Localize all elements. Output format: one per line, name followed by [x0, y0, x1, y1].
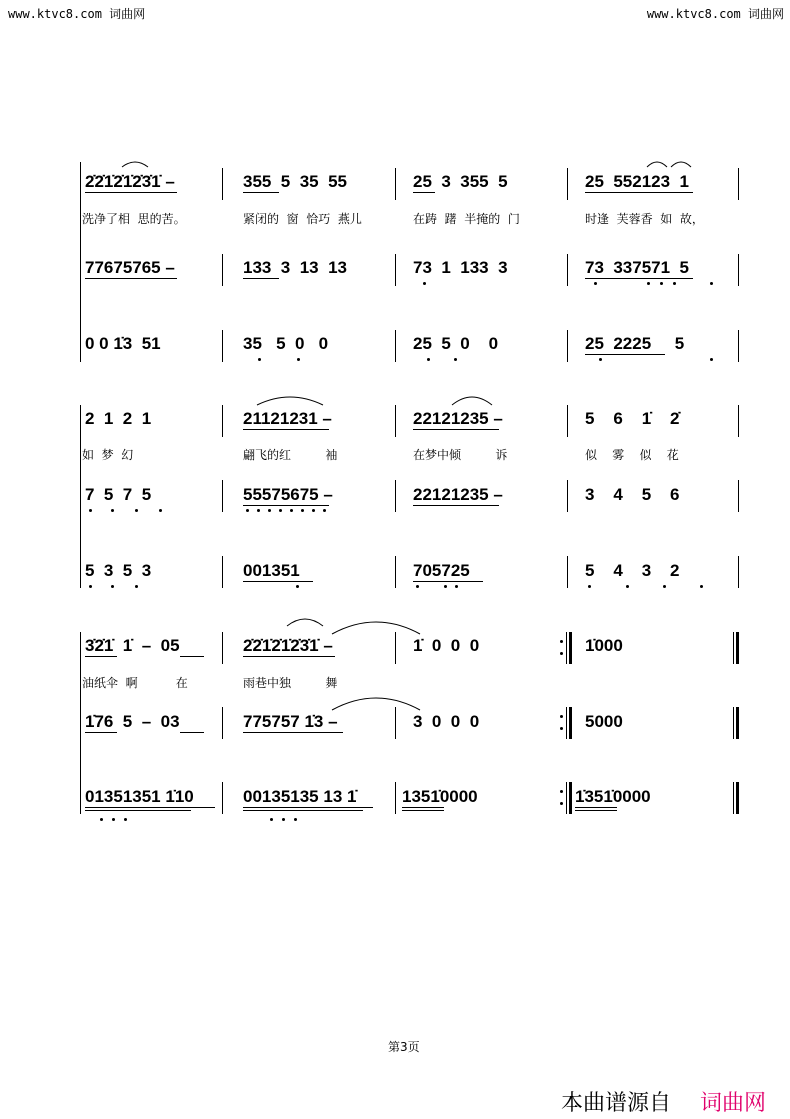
slur-mark	[645, 157, 695, 169]
final-barline	[733, 782, 734, 814]
barline	[567, 556, 568, 588]
barline	[738, 556, 739, 588]
octave-dot	[663, 585, 666, 588]
beam-line	[180, 732, 204, 733]
bass-notes: 25 5 0 0	[413, 334, 499, 353]
octave-dot	[257, 509, 260, 512]
beam-line	[85, 278, 177, 279]
barline	[222, 254, 223, 286]
beam-line	[243, 807, 373, 808]
lyrics: 似 雾 似 花	[585, 448, 679, 462]
octave-dot	[282, 818, 285, 821]
slur-mark	[255, 393, 325, 407]
repeat-dot	[560, 715, 563, 718]
octave-dot	[427, 358, 430, 361]
system-bracket-line	[80, 162, 81, 362]
beam-line	[402, 810, 444, 811]
beam-line	[243, 732, 343, 733]
harmony-notes: 5000	[585, 712, 623, 731]
bass-notes: 0 0 1̇3 51	[85, 334, 161, 353]
bass-notes: 1351̇0000	[402, 787, 478, 806]
barline	[222, 632, 223, 664]
octave-dot	[258, 358, 261, 361]
harmony-notes: 3 4 5 6	[585, 485, 680, 504]
barline	[395, 405, 396, 437]
lyrics: 紧闭的 窗 恰巧 燕儿	[243, 212, 362, 226]
octave-dot	[297, 358, 300, 361]
harmony-notes: 73 1 133 3	[413, 258, 508, 277]
barline	[738, 405, 739, 437]
octave-dot	[124, 818, 127, 821]
octave-dot	[454, 358, 457, 361]
repeat-dot	[560, 652, 563, 655]
barline	[738, 254, 739, 286]
octave-dot	[594, 282, 597, 285]
barline	[395, 632, 396, 664]
barline	[222, 556, 223, 588]
barline	[567, 405, 568, 437]
harmony-notes: 7 5 7 5	[85, 485, 152, 504]
beam-line	[585, 354, 665, 355]
bass-notes: 35 5 0 0	[243, 334, 329, 353]
octave-dot	[323, 509, 326, 512]
barline	[395, 168, 396, 200]
octave-dot	[290, 509, 293, 512]
final-barline-thick	[736, 782, 739, 814]
final-barline-thick	[736, 632, 739, 664]
barline	[222, 707, 223, 739]
final-barline	[733, 632, 734, 664]
octave-dot	[599, 358, 602, 361]
melody-notes: 1̇ 0 0 0	[413, 636, 480, 655]
system-bracket-line	[80, 405, 81, 588]
octave-dot	[135, 585, 138, 588]
bass-notes: 25 2225 5	[585, 334, 685, 353]
repeat-dot	[560, 802, 563, 805]
lyrics: 时逢 芙蓉香 如 故，	[585, 212, 704, 226]
bass-notes: 5 4 3 2	[585, 561, 680, 580]
beam-line	[413, 192, 435, 193]
harmony-notes: 3 0 0 0	[413, 712, 480, 731]
octave-dot	[246, 509, 249, 512]
slur-mark	[285, 614, 325, 628]
repeat-dot	[560, 727, 563, 730]
page-number: 第3页	[388, 1040, 420, 1054]
melody-notes: 2̇2̇1̇2̇1̇2̇3̇1̇ –	[85, 172, 175, 191]
melody-notes: 21121231 –	[243, 409, 332, 428]
bass-notes: 5 3 5 3	[85, 561, 152, 580]
repeat-barline	[566, 782, 567, 814]
melody-notes: 25 552123 1	[585, 172, 689, 191]
barline	[738, 330, 739, 362]
bass-notes: 705725	[413, 561, 470, 580]
bass-notes: 00135135 13 1̇	[243, 787, 357, 806]
source-brand: 词曲网	[700, 1091, 767, 1116]
source-label: 本曲谱源自	[561, 1091, 672, 1116]
beam-line	[85, 656, 117, 657]
octave-dot	[112, 818, 115, 821]
octave-dot	[673, 282, 676, 285]
melody-notes: 3̇2̇1̇ 1̇ – 05	[85, 636, 180, 655]
octave-dot	[710, 282, 713, 285]
harmony-notes: 22121235 –	[413, 485, 503, 504]
repeat-barline-thick	[569, 782, 572, 814]
melody-notes: 5 6 1̇ 2̇	[585, 409, 680, 428]
melody-notes: 355 5 35 55	[243, 172, 347, 191]
octave-dot	[111, 509, 114, 512]
harmony-notes: 1̇76 5 – 03	[85, 712, 180, 731]
lyrics: 在踌 躇 半掩的 门	[413, 212, 520, 226]
octave-dot	[710, 358, 713, 361]
slur-mark	[450, 393, 494, 407]
lyrics: 在梦中倾 诉	[413, 448, 508, 462]
barline	[567, 168, 568, 200]
beam-line	[85, 807, 215, 808]
lyrics: 如 梦 幻	[82, 448, 134, 462]
lyrics: 雨巷中独 舞	[243, 676, 338, 690]
barline	[395, 330, 396, 362]
octave-dot	[89, 509, 92, 512]
lyrics: 油纸伞 啊 在	[82, 676, 188, 690]
header-right-site: www.ktvc8.com 词曲网	[646, 7, 784, 21]
barline	[395, 480, 396, 512]
beam-line	[413, 505, 499, 506]
octave-dot	[626, 585, 629, 588]
repeat-barline-thick	[569, 707, 572, 739]
barline	[395, 254, 396, 286]
octave-dot	[455, 585, 458, 588]
beam-line	[180, 656, 204, 657]
repeat-dot	[560, 790, 563, 793]
barline	[395, 782, 396, 814]
beam-line	[243, 505, 329, 506]
octave-dot	[296, 585, 299, 588]
octave-dot	[301, 509, 304, 512]
melody-notes: 2 1 2 1	[85, 409, 152, 428]
octave-dot	[270, 818, 273, 821]
beam-line	[575, 810, 617, 811]
beam-line	[243, 192, 279, 193]
octave-dot	[444, 585, 447, 588]
repeat-barline	[566, 707, 567, 739]
beam-line	[575, 807, 617, 808]
octave-dot	[423, 282, 426, 285]
beam-line	[585, 192, 693, 193]
octave-dot	[700, 585, 703, 588]
beam-line	[585, 278, 693, 279]
tie-mark	[330, 692, 422, 712]
octave-dot	[660, 282, 663, 285]
octave-dot	[416, 585, 419, 588]
barline	[222, 480, 223, 512]
octave-dot	[312, 509, 315, 512]
harmony-notes: 55575675 –	[243, 485, 333, 504]
octave-dot	[279, 509, 282, 512]
octave-dot	[159, 509, 162, 512]
octave-dot	[100, 818, 103, 821]
repeat-barline-thick	[569, 632, 572, 664]
beam-line	[402, 807, 444, 808]
melody-notes: 2̇2̇1̇2̇1̇2̇3̇1̇ –	[243, 636, 333, 655]
beam-line	[413, 581, 483, 582]
final-barline-thick	[736, 707, 739, 739]
beam-line	[85, 192, 177, 193]
harmony-notes: 133 3 13 13	[243, 258, 347, 277]
octave-dot	[89, 585, 92, 588]
octave-dot	[135, 509, 138, 512]
octave-dot	[588, 585, 591, 588]
barline	[567, 330, 568, 362]
beam-line	[243, 278, 279, 279]
octave-dot	[294, 818, 297, 821]
beam-line	[243, 810, 363, 811]
system-bracket-line	[80, 632, 81, 814]
final-barline	[733, 707, 734, 739]
beam-line	[85, 810, 191, 811]
beam-line	[85, 732, 117, 733]
barline	[222, 405, 223, 437]
barline	[738, 480, 739, 512]
beam-line	[243, 656, 335, 657]
bass-notes: 1̇351̇0000	[575, 787, 651, 806]
repeat-dot	[560, 640, 563, 643]
lyrics: 翩飞的红 袖	[243, 448, 338, 462]
header-left-site: www.ktvc8.com 词曲网	[8, 7, 146, 21]
beam-line	[243, 581, 313, 582]
melody-notes: 22121235 –	[413, 409, 503, 428]
bass-notes: 01351351 1̇10	[85, 787, 194, 806]
barline	[395, 556, 396, 588]
bass-notes: 001351	[243, 561, 300, 580]
beam-line	[413, 429, 499, 430]
octave-dot	[111, 585, 114, 588]
barline	[222, 782, 223, 814]
melody-notes: 25 3 355 5	[413, 172, 508, 191]
barline	[222, 168, 223, 200]
harmony-notes: 77675765 –	[85, 258, 175, 277]
barline	[567, 254, 568, 286]
melody-notes: 1̇000	[585, 636, 623, 655]
harmony-notes: 73 337571 5	[585, 258, 689, 277]
harmony-notes: 775757 1̇3 –	[243, 712, 338, 731]
barline	[738, 168, 739, 200]
octave-dot	[268, 509, 271, 512]
octave-dot	[647, 282, 650, 285]
lyrics: 洗净了相 思的苦。	[82, 212, 186, 226]
barline	[567, 480, 568, 512]
slur-mark	[120, 157, 150, 169]
barline	[222, 330, 223, 362]
beam-line	[243, 429, 329, 430]
tie-mark	[330, 616, 422, 636]
repeat-barline	[566, 632, 567, 664]
